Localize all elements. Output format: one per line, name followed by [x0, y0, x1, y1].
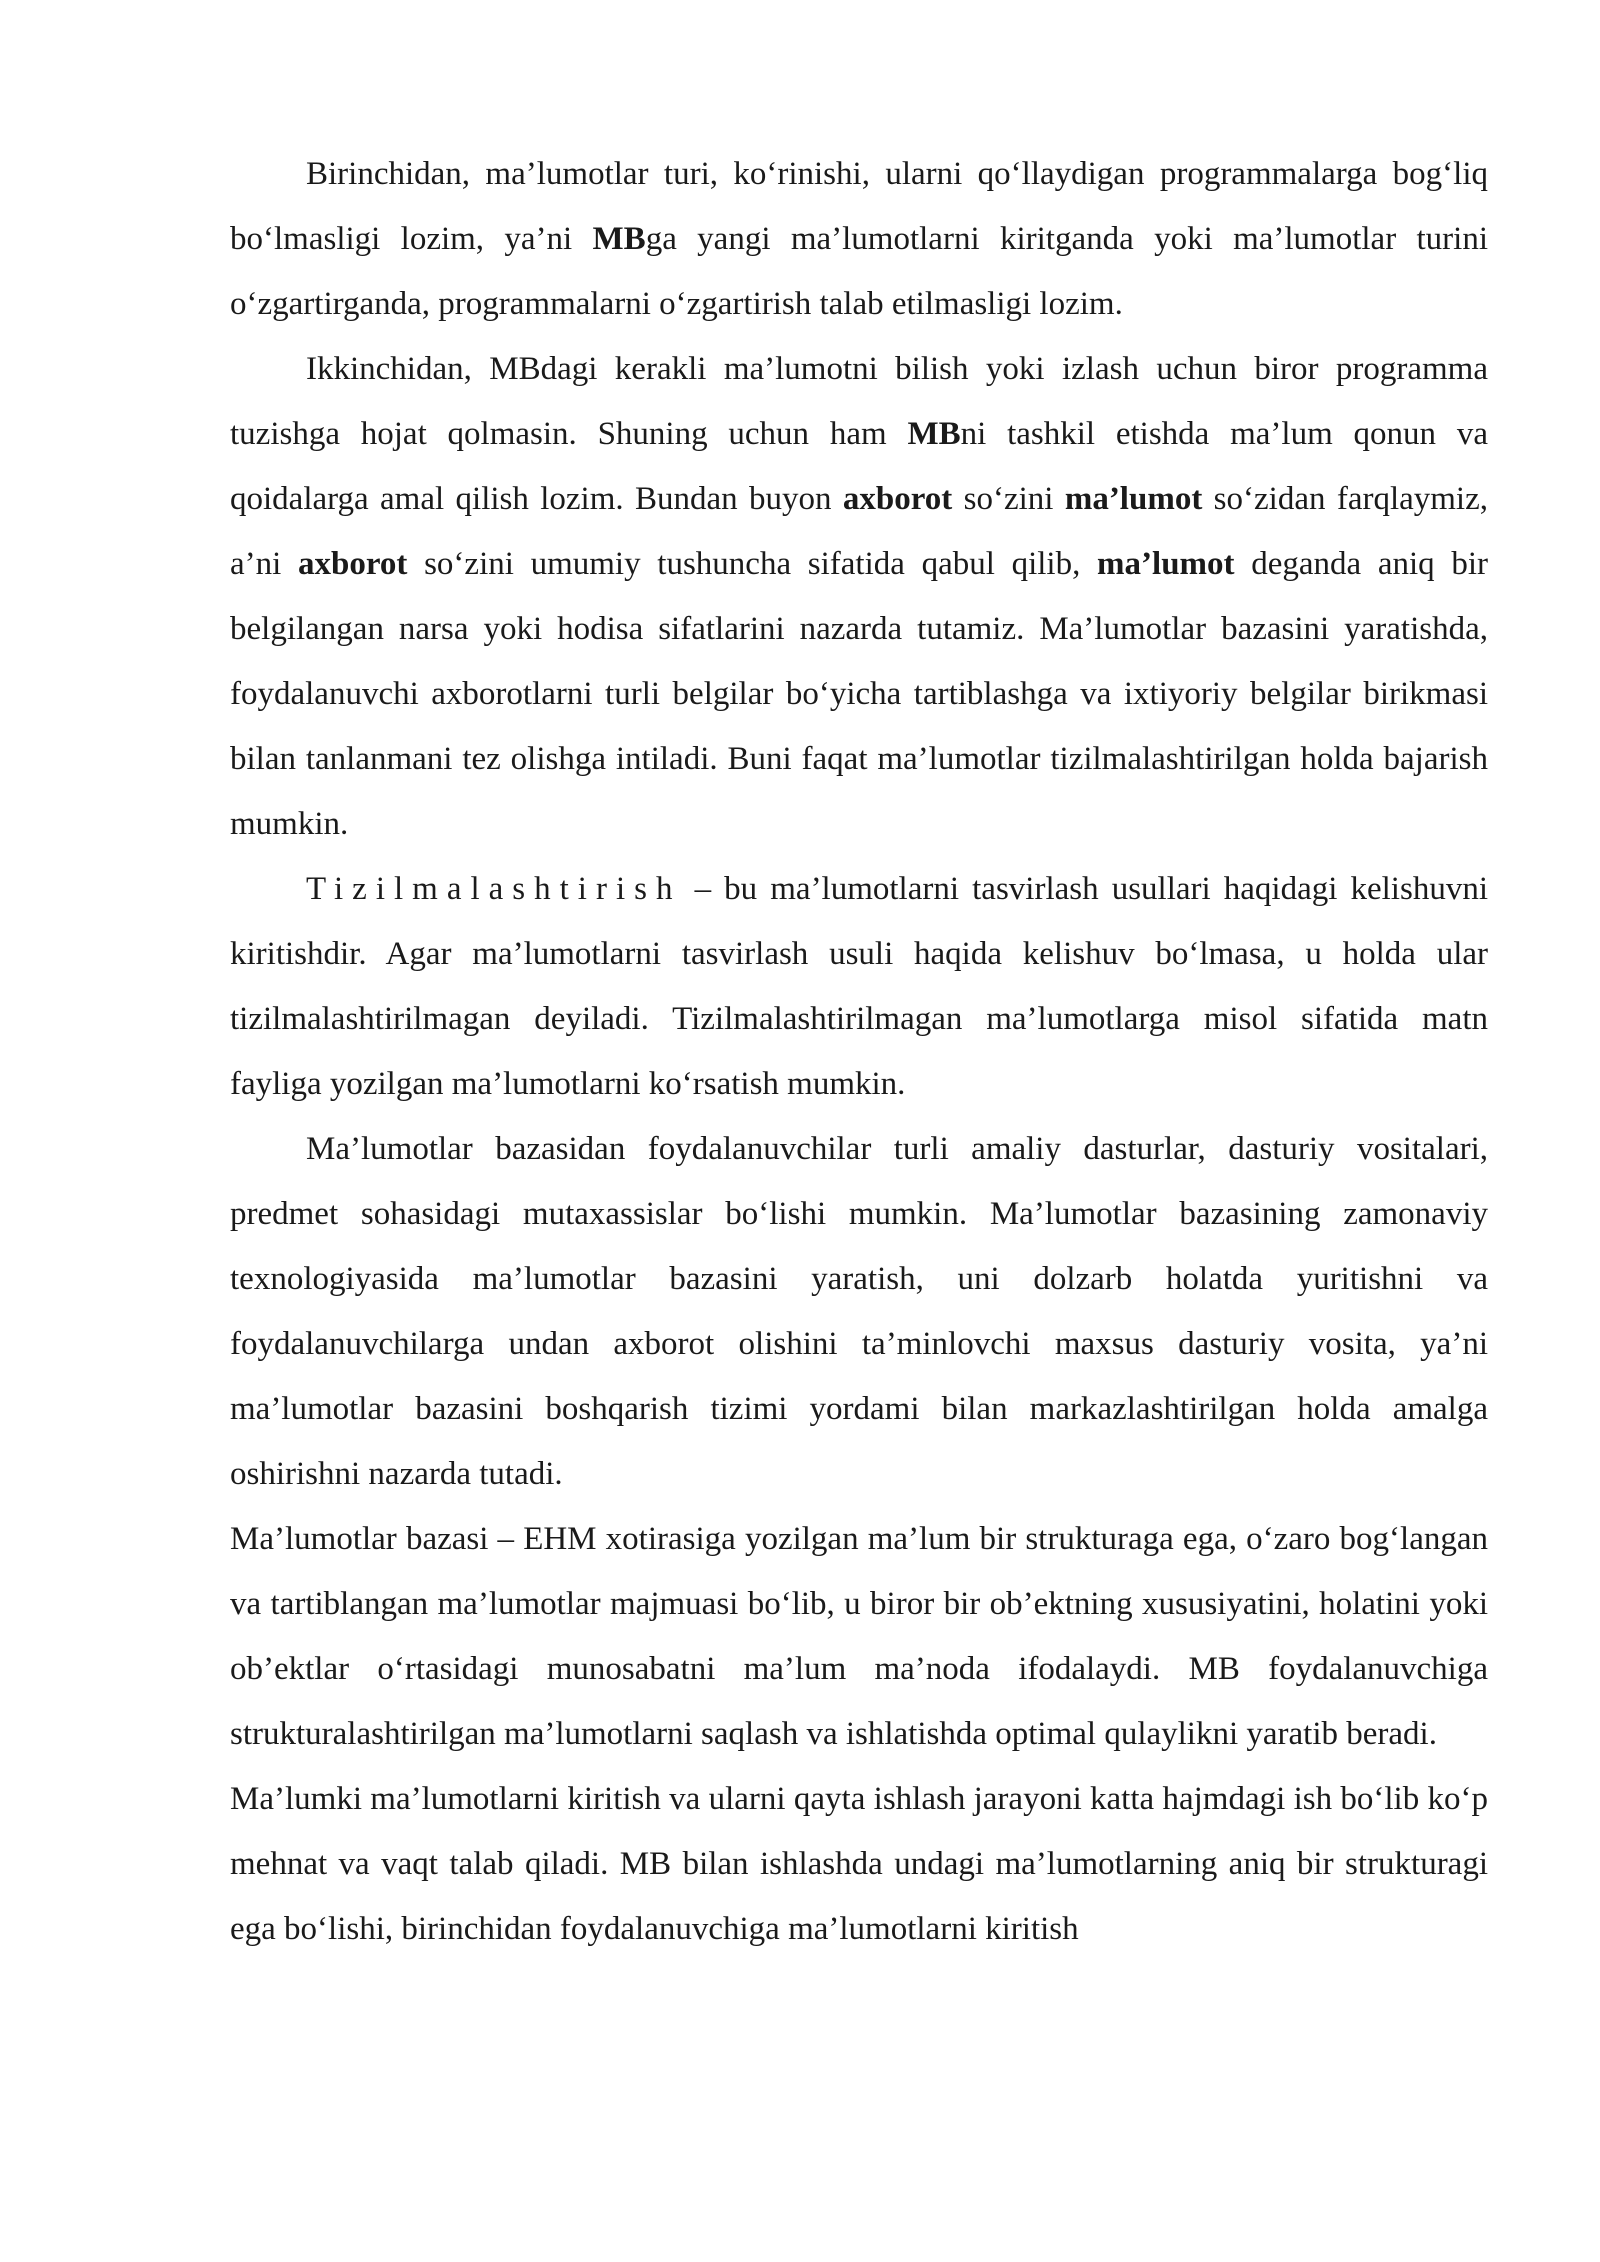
bold-term-mb: MB — [907, 416, 961, 452]
paragraph-4 — [230, 1117, 1488, 1507]
text-span: so‘zidan farqlaymiz, a’ni — [230, 481, 1488, 582]
paragraph-1 — [230, 142, 1488, 337]
bold-term-malumot: ma’lumot — [1097, 546, 1235, 582]
document-page — [230, 142, 1488, 1962]
text-span: Ikkinchidan, MBdagi kerakli ma’lumotni bilish yoki izlash uchun biror programma tuzishga hojat qolmasin. Shuning uchun ham — [230, 351, 1488, 452]
text-span: Ma’lumotlar bazasidan foydalanuvchilar turli amaliy dasturlar, dasturiy vositalari, predmet sohasidagi mutaxassislar bo‘lishi mumkin. Ma’lumotlar bazasining zamonaviy texnologiyasida ma’lumotlar bazasini yaratish, uni dolzarb holatda yuritishni va foydalanuvchilarga undan axborot olishini ta’minlovchi maxsus dasturiy vosita, ya’ni ma’lumotlar bazasini boshqarish tizimi yordami bilan markazlashtirilgan holda amalga oshirishni nazarda tutadi. — [230, 1131, 1488, 1492]
text-span: deganda aniq bir belgilangan narsa yoki hodisa sifatlarini nazarda tutamiz. Ma’lumotlar bazasini yaratishda, foydalanuvchi axborotlarni turli belgilar bo‘yicha tartiblashga va ixtiyoriy belgilar birikmasi bilan tanlanmani tez olishga intiladi. Buni faqat ma’lumotlar tizilmalashtirilgan holda bajarish mumkin. — [230, 546, 1489, 842]
text-span: ni tashkil etishda ma’lum qonun va qoidalarga amal qilish lozim. Bundan buyon — [230, 416, 1488, 517]
text-span: so‘zini — [952, 481, 1065, 517]
spaced-term: Tizilmalashtirish — [306, 871, 682, 907]
text-span: Birinchidan, ma’lumotlar turi, ko‘rinishi, ularni qo‘llaydigan programmalarga bog‘liq bo‘lmasligi lozim, ya’ni — [230, 156, 1488, 257]
bold-term-axborot: axborot — [298, 546, 408, 582]
text-span: Ma’lumotlar bazasi – EHM xotirasiga yozilgan ma’lum bir strukturaga ega, o‘zaro bog‘langan va tartiblangan ma’lumotlar majmuasi bo‘lib, u biror bir ob’ektning xususiyatini, holatini yoki ob’ektlar o‘rtasidagi munosabatni ma’lum ma’noda ifodalaydi. MB foydalanuvchiga strukturalashtirilgan ma’lumotlarni saqlash va ishlatishda optimal qulaylikni yaratib beradi. — [230, 1521, 1488, 1752]
paragraph-5 — [230, 1507, 1488, 1767]
bold-term-mb: MB — [592, 221, 646, 257]
paragraph-2 — [230, 337, 1488, 857]
text-span: ga yangi ma’lumotlarni kiritganda yoki ma’lumotlar turini o‘zgartirganda, programmalarni o‘zgartirish talab etilmasligi lozim. — [230, 221, 1489, 322]
text-span: – bu ma’lumotlarni tasvirlash usullari haqidagi kelishuvni kiritishdir. Agar ma’lumotlarni tasvirlash usuli haqida kelishuv bo‘lmasa, u holda ular tizilmalashtirilmagan deyiladi. Tizilmalashtirilmagan ma’lumotlarga misol sifatida matn fayliga yozilgan ma’lumotlarni ko‘rsatish mumkin. — [230, 871, 1488, 1102]
text-span: Ma’lumki ma’lumotlarni kiritish va ularni qayta ishlash jarayoni katta hajmdagi ish bo‘lib ko‘p mehnat va vaqt talab qiladi. MB bilan ishlashda undagi ma’lumotlarning aniq bir strukturagi ega bo‘lishi, birinchidan foydalanuvchiga ma’lumotlarni kiritish — [230, 1781, 1488, 1947]
paragraph-6 — [230, 1767, 1488, 1962]
text-span: so‘zini umumiy tushuncha sifatida qabul qilib, — [407, 546, 1098, 582]
bold-term-axborot: axborot — [842, 481, 953, 517]
bold-term-malumot: ma’lumot — [1064, 481, 1203, 517]
paragraph-3 — [230, 857, 1488, 1117]
